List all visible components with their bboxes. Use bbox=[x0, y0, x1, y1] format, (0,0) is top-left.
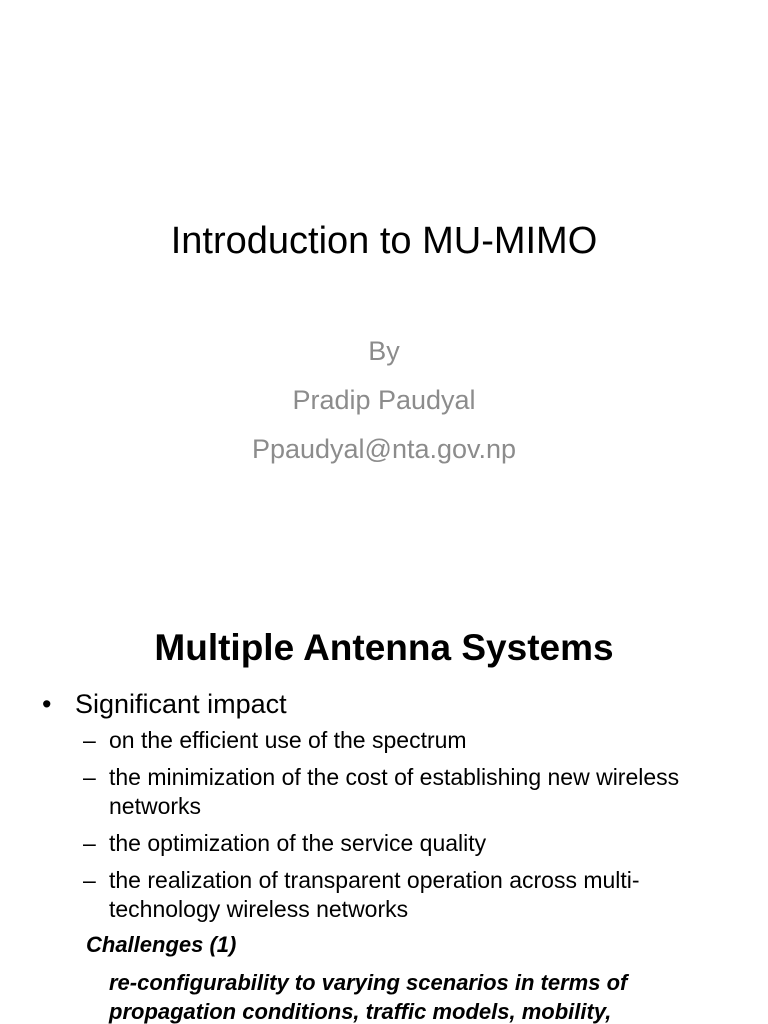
by-line: By bbox=[368, 336, 400, 366]
author-name: Pradip Paudyal bbox=[292, 385, 476, 415]
author-block bbox=[0, 330, 768, 477]
bullet-text: Significant impact bbox=[75, 689, 287, 719]
bullet-item bbox=[0, 684, 768, 724]
sub-bullet-item bbox=[0, 866, 768, 924]
dash-marker: – bbox=[83, 764, 96, 790]
slide-title: Multiple Antenna Systems bbox=[154, 627, 614, 668]
sub-bullet-item bbox=[0, 726, 768, 755]
sub-bullet-item bbox=[0, 829, 768, 858]
sub-bullet-text: the realization of transparent operation across multi-technology wireless networks bbox=[109, 867, 640, 922]
dash-marker: – bbox=[83, 727, 96, 753]
dash-marker: – bbox=[83, 830, 96, 856]
content-slide bbox=[0, 576, 768, 1024]
challenges-text: re-configurability to varying scenarios in terms of propagation conditions, traffic models, mobility, bbox=[109, 970, 628, 1024]
sub-bullet-list bbox=[0, 726, 768, 924]
challenges-heading: Challenges (1) bbox=[86, 932, 237, 957]
bullet-list bbox=[0, 684, 768, 1024]
bullet-marker: • bbox=[42, 689, 52, 719]
author-email: Ppaudyal@nta.gov.np bbox=[251, 434, 517, 464]
sub-bullet-item bbox=[0, 763, 768, 821]
dash-marker: – bbox=[83, 867, 96, 893]
sub-bullet-text: the optimization of the service quality bbox=[109, 830, 487, 856]
sub-bullet-text: the minimization of the cost of establishing new wireless networks bbox=[109, 764, 680, 819]
sub-bullet-text: on the efficient use of the spectrum bbox=[109, 727, 467, 753]
presentation-title: Introduction to MU-MIMO bbox=[170, 220, 598, 262]
